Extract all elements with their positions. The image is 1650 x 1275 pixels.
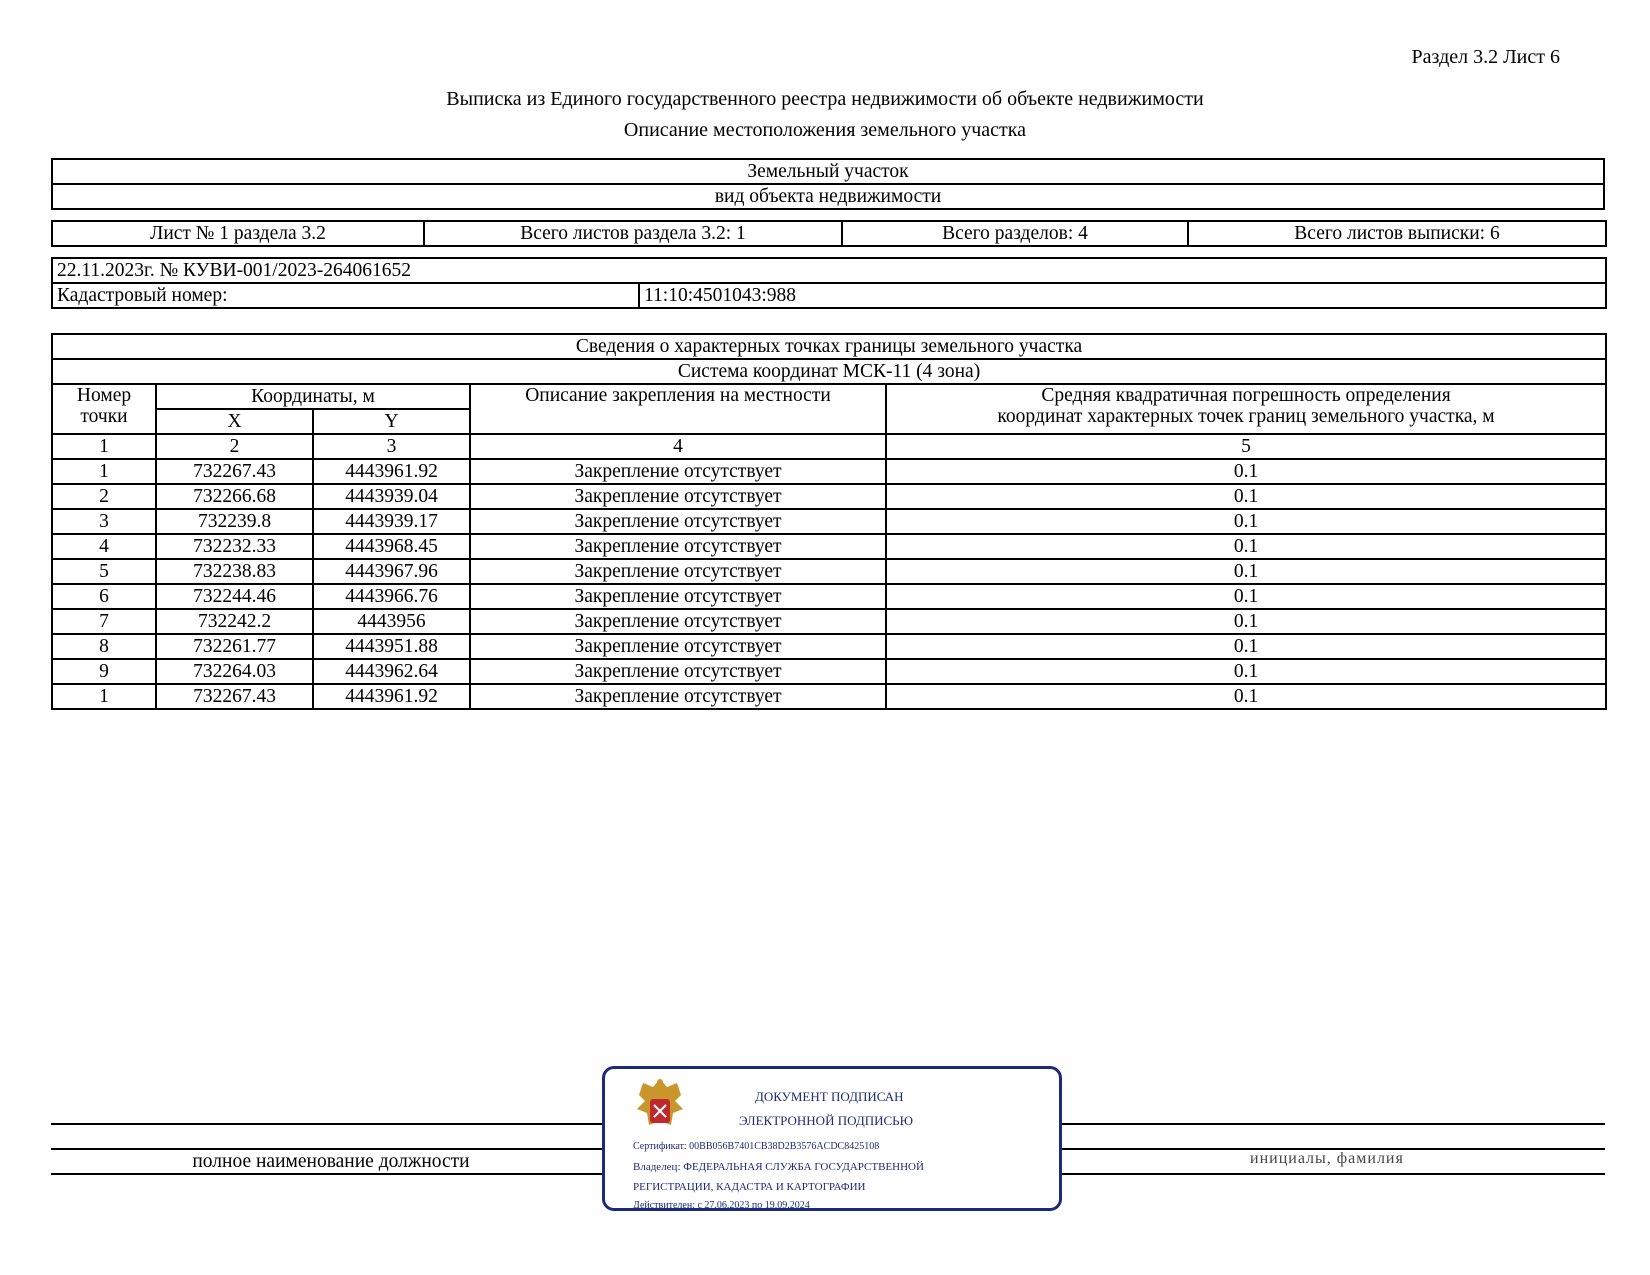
mean-square-error: 0.1 xyxy=(886,559,1606,584)
col-error-line2: координат характерных точек границ земельного участка, м xyxy=(997,406,1495,427)
col-number-2: 2 xyxy=(156,434,313,459)
total-extract-sheets: Всего листов выписки: 6 xyxy=(1188,221,1606,246)
fixing-description: Закрепление отсутствует xyxy=(470,659,886,684)
cadastral-number-label: Кадастровый номер: xyxy=(52,283,639,308)
coord-x: 732239.8 xyxy=(156,509,313,534)
col-error-line1: Средняя квадратичная погрешность определения xyxy=(1041,385,1451,406)
col-coordinates: Координаты, м xyxy=(156,384,470,409)
fixing-description: Закрепление отсутствует xyxy=(470,534,886,559)
col-number-3: 3 xyxy=(313,434,470,459)
mean-square-error: 0.1 xyxy=(886,584,1606,609)
point-number: 5 xyxy=(52,559,156,584)
fixing-description: Закрепление отсутствует xyxy=(470,609,886,634)
points-rows xyxy=(52,459,1606,709)
point-number: 1 xyxy=(52,684,156,709)
col-x: X xyxy=(156,409,313,434)
fixing-description: Закрепление отсутствует xyxy=(470,584,886,609)
table-row xyxy=(52,634,1606,659)
document-title: Выписка из Единого государственного реестра недвижимости об объекте недвижимости xyxy=(446,88,1204,110)
col-number-1: 1 xyxy=(52,434,156,459)
table-row xyxy=(52,509,1606,534)
boundary-points-table xyxy=(51,333,1607,710)
point-number: 4 xyxy=(52,534,156,559)
table-row xyxy=(52,659,1606,684)
point-number: 9 xyxy=(52,659,156,684)
coord-y: 4443966.76 xyxy=(313,584,470,609)
coord-x: 732238.83 xyxy=(156,559,313,584)
coord-x: 732267.43 xyxy=(156,684,313,709)
table-row xyxy=(52,584,1606,609)
coord-y: 4443939.17 xyxy=(313,509,470,534)
table-row xyxy=(52,684,1606,709)
coord-x: 732267.43 xyxy=(156,459,313,484)
point-number: 3 xyxy=(52,509,156,534)
stamp-owner-line1: Владелец: ФЕДЕРАЛЬНАЯ СЛУЖБА ГОСУДАРСТВЕННОЙ xyxy=(633,1161,924,1173)
coord-x: 732261.77 xyxy=(156,634,313,659)
table-row xyxy=(52,459,1606,484)
point-number: 7 xyxy=(52,609,156,634)
coord-x: 732232.33 xyxy=(156,534,313,559)
table-row xyxy=(52,484,1606,509)
coord-x: 732264.03 xyxy=(156,659,313,684)
mean-square-error: 0.1 xyxy=(886,684,1606,709)
mean-square-error: 0.1 xyxy=(886,509,1606,534)
stamp-line2: ЭЛЕКТРОННОЙ ПОДПИСЬЮ xyxy=(739,1113,913,1128)
stamp-certificate: Сертификат: 00BB056B7401CB38D2B3576ACDC8425108 xyxy=(633,1141,880,1152)
col-number-4: 4 xyxy=(470,434,886,459)
mean-square-error: 0.1 xyxy=(886,459,1606,484)
mean-square-error: 0.1 xyxy=(886,659,1606,684)
col-y: Y xyxy=(313,409,470,434)
stamp-line1: ДОКУМЕНТ ПОДПИСАН xyxy=(755,1089,904,1104)
extract-info-table xyxy=(51,257,1607,309)
coat-of-arms-emblem xyxy=(633,1075,687,1137)
stamp-owner-line2: РЕГИСТРАЦИИ, КАДАСТРА И КАРТОГРАФИИ xyxy=(633,1181,866,1193)
coord-y: 4443939.04 xyxy=(313,484,470,509)
col-mean-square-error xyxy=(886,384,1606,434)
point-number: 2 xyxy=(52,484,156,509)
coord-y: 4443961.92 xyxy=(313,684,470,709)
table-row xyxy=(52,609,1606,634)
document-subtitle: Описание местоположения земельного участка xyxy=(623,119,1027,141)
point-number: 8 xyxy=(52,634,156,659)
points-table-title: Сведения о характерных точках границы земельного участка xyxy=(52,334,1606,359)
mean-square-error: 0.1 xyxy=(886,634,1606,659)
fixing-description: Закрепление отсутствует xyxy=(470,484,886,509)
object-type-value: Земельный участок xyxy=(52,159,1604,184)
col-point-number: Номер точки xyxy=(52,384,156,434)
total-section-sheets: Всего листов раздела 3.2: 1 xyxy=(424,221,842,246)
mean-square-error: 0.1 xyxy=(886,609,1606,634)
object-type-table xyxy=(51,158,1605,210)
cadastral-number-value: 11:10:4501043:988 xyxy=(639,283,1606,308)
coordinate-system: Система координат МСК-11 (4 зона) xyxy=(52,359,1606,384)
sheet-number: Лист № 1 раздела 3.2 xyxy=(52,221,424,246)
fixing-description: Закрепление отсутствует xyxy=(470,559,886,584)
coord-y: 4443968.45 xyxy=(313,534,470,559)
extract-date-number: 22.11.2023г. № КУВИ-001/2023-264061652 xyxy=(52,258,1606,283)
point-number: 6 xyxy=(52,584,156,609)
electronic-signature-stamp xyxy=(602,1066,1062,1211)
fixing-description: Закрепление отсутствует xyxy=(470,684,886,709)
coord-x: 732244.46 xyxy=(156,584,313,609)
coord-y: 4443962.64 xyxy=(313,659,470,684)
mean-square-error: 0.1 xyxy=(886,534,1606,559)
position-caption: полное наименование должности xyxy=(51,1149,611,1174)
sheets-info-table xyxy=(51,220,1607,247)
coord-y: 4443956 xyxy=(313,609,470,634)
initials-caption: инициалы, фамилия xyxy=(1250,1150,1404,1167)
col-number-5: 5 xyxy=(886,434,1606,459)
object-type-caption: вид объекта недвижимости xyxy=(52,184,1604,209)
coord-y: 4443967.96 xyxy=(313,559,470,584)
coord-y: 4443961.92 xyxy=(313,459,470,484)
table-row xyxy=(52,534,1606,559)
coord-y: 4443951.88 xyxy=(313,634,470,659)
fixing-description: Закрепление отсутствует xyxy=(470,634,886,659)
col-fixing-description: Описание закрепления на местности xyxy=(470,384,886,434)
fixing-description: Закрепление отсутствует xyxy=(470,459,886,484)
total-sections: Всего разделов: 4 xyxy=(842,221,1188,246)
fixing-description: Закрепление отсутствует xyxy=(470,509,886,534)
stamp-validity: Действителен: с 27.06.2023 по 19.09.2024 xyxy=(633,1200,810,1211)
table-row xyxy=(52,559,1606,584)
coord-x: 732242.2 xyxy=(156,609,313,634)
section-sheet-label: Раздел 3.2 Лист 6 xyxy=(1411,46,1560,68)
point-number: 1 xyxy=(52,459,156,484)
coord-x: 732266.68 xyxy=(156,484,313,509)
mean-square-error: 0.1 xyxy=(886,484,1606,509)
